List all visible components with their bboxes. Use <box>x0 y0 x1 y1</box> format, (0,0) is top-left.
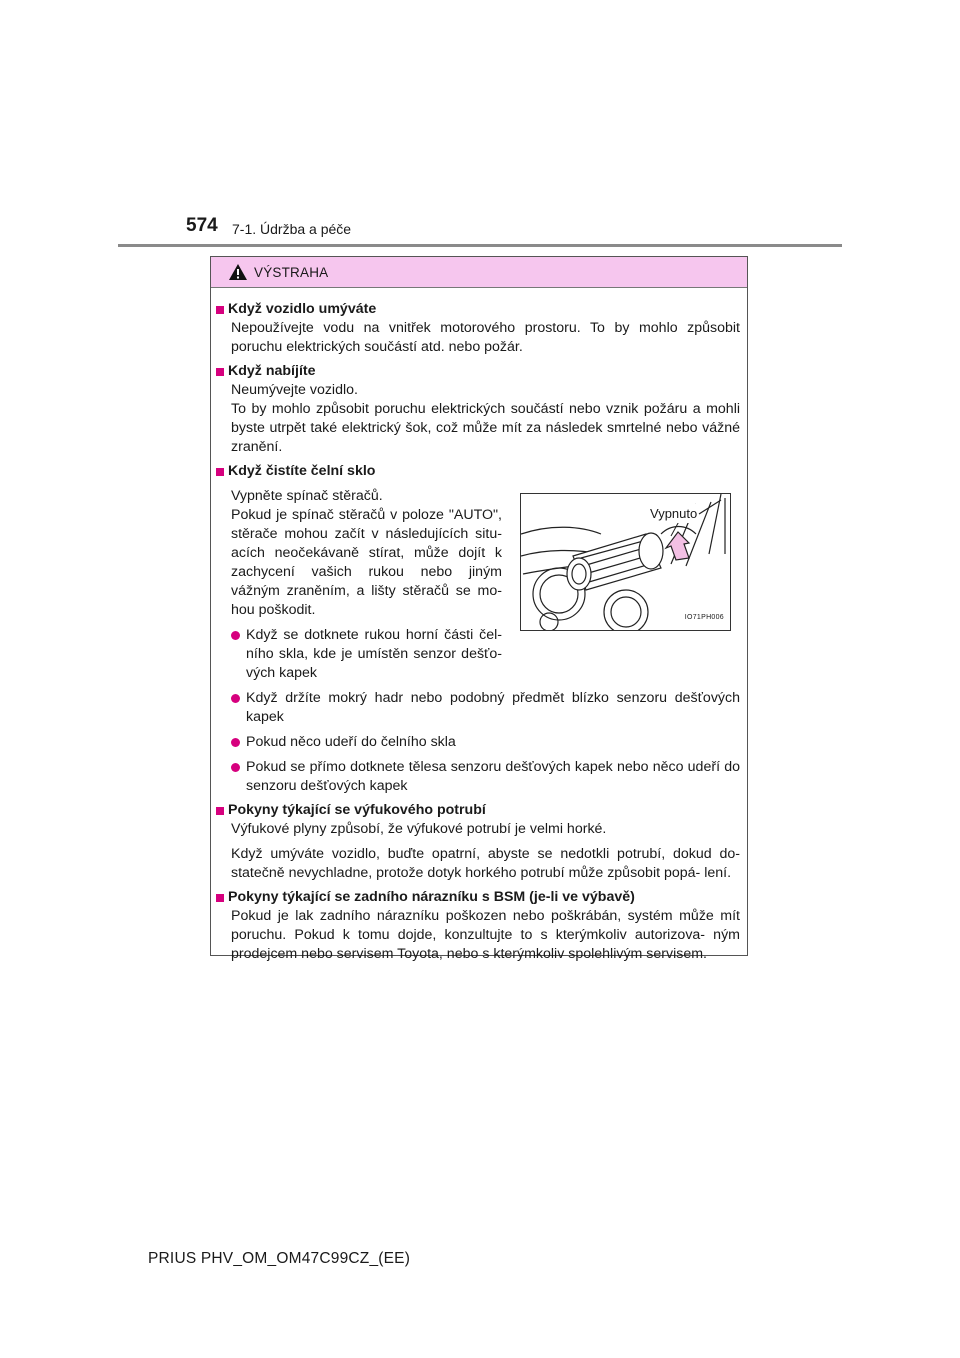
charging-line1: Neumývejte vozidlo. <box>231 382 358 398</box>
list-item: Pokud se přímo dotknete tělesa senzoru dešťových kapek nebo něco udeří do senzoru dešťových kapek <box>231 758 740 796</box>
wiper-switch-figure <box>520 493 731 631</box>
warning-label: VÝSTRAHA <box>254 264 329 280</box>
list-item: Pokud něco udeří do čelního skla <box>231 733 740 752</box>
exhaust-line2: Když umýváte vozidlo, buďte opatrní, abyste se nedotkli potrubí, dokud do- statečně nevychladne, protože dotyk horkého potrubí může způsobit popá- lení. <box>231 846 740 881</box>
header-rule <box>118 244 842 247</box>
square-bullet-icon <box>216 306 224 314</box>
round-bullet-icon <box>231 694 240 703</box>
round-bullet-icon <box>231 763 240 772</box>
list-item: Když se dotknete rukou horní části čel- ního skla, kde je umístěn senzor dešťo- vých kapek <box>231 626 502 683</box>
charging-line2: To by mohlo způsobit poruchu elektrických součástí nebo vznik požáru a mohli byste utrpět také elektrický šok, což může mít za následek smrtelné nebo vážné zranění. <box>231 401 740 455</box>
figure-code: IO71PH006 <box>684 614 724 621</box>
section-bumper <box>216 888 740 964</box>
section-washing <box>216 300 740 357</box>
section-title-windshield: Když čistíte čelní sklo <box>228 463 376 479</box>
warning-header <box>211 257 747 288</box>
section-title: 7-1. Údržba a péče <box>232 221 352 237</box>
warning-body <box>211 288 747 964</box>
square-bullet-icon <box>216 468 224 476</box>
round-bullet-icon <box>231 738 240 747</box>
section-title-charging: Když nabíjíte <box>228 363 316 379</box>
warning-box <box>210 256 748 962</box>
section-title-washing: Když vozidlo umýváte <box>228 301 377 317</box>
list-item: Když držíte mokrý hadr nebo podobný předmět blízko senzoru dešťových kapek <box>231 689 740 727</box>
warning-triangle-icon <box>228 263 248 281</box>
round-bullet-icon <box>231 631 240 640</box>
windshield-line1: Vypněte spínač stěračů. <box>231 488 383 504</box>
section-windshield <box>216 462 740 796</box>
document-code: PRIUS PHV_OM_OM47C99CZ_(EE) <box>148 1250 411 1267</box>
figure-label: Vypnuto <box>650 506 698 521</box>
square-bullet-icon <box>216 894 224 902</box>
page-number: 574 <box>186 215 218 236</box>
washing-text: Nepoužívejte vodu na vnitřek motorového prostoru. To by mohlo způsobit poruchu elektrických součástí atd. nebo požár. <box>231 320 740 355</box>
windshield-line2: Pokud je spínač stěračů v poloze "AUTO", stěrače mohou začít v následujících situ- acích neočekávaně stírat, může dojít k zachycení vašich rukou nebo jiným vážným zraněním, a lišty stěračů se mo- hou poškodit. <box>231 507 502 618</box>
section-title-bumper: Pokyny týkající se zadního nárazníku s BSM (je-li ve výbavě) <box>228 889 635 905</box>
wiper-row <box>216 487 740 683</box>
section-exhaust <box>216 801 740 883</box>
wiper-text <box>216 487 502 683</box>
arrow-up-icon <box>666 532 689 560</box>
exhaust-line1: Výfukové plyny způsobí, že výfukové potrubí je velmi horké. <box>231 821 607 837</box>
square-bullet-icon <box>216 807 224 815</box>
bumper-text: Pokud je lak zadního nárazníku poškozen nebo poškrábán, systém může mít poruchu. Pokud k tomu dojde, konzultujte to s kterýmkoliv autorizova- ným prodejcem nebo servisem Toyota, nebo s kterýmkoliv spolehlivým servisem. <box>231 908 740 962</box>
section-title-exhaust: Pokyny týkající se výfukového potrubí <box>228 802 486 818</box>
section-charging <box>216 362 740 457</box>
square-bullet-icon <box>216 368 224 376</box>
